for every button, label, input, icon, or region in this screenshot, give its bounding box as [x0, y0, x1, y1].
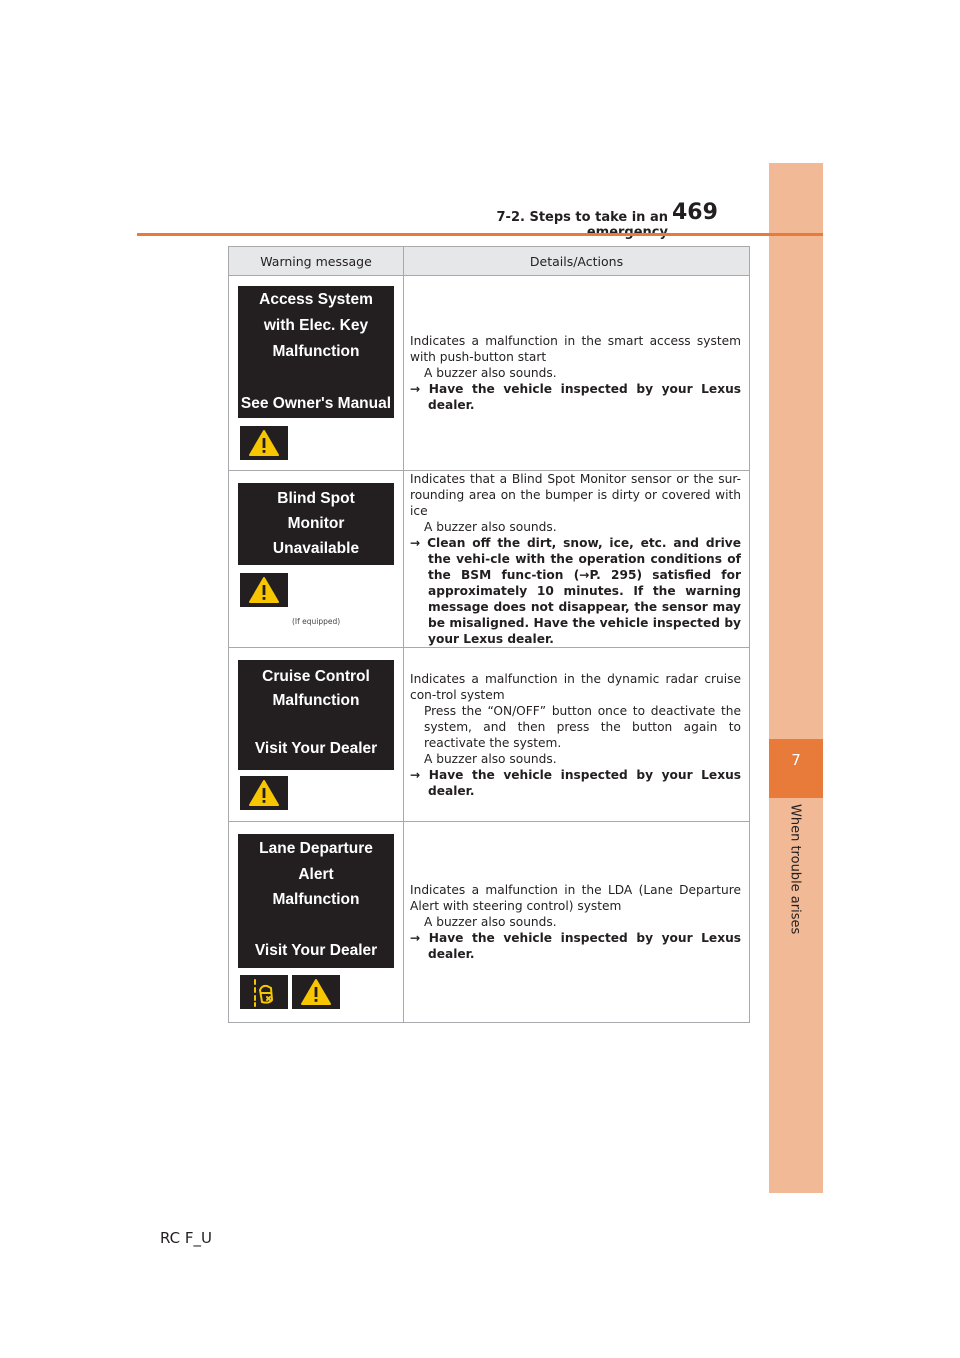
table-header-row — [229, 247, 750, 276]
screen-line: Lane Departure — [259, 840, 373, 857]
warning-triangle-icon — [240, 426, 288, 460]
details-cell — [404, 276, 750, 471]
arrow-icon: → — [410, 767, 421, 782]
warning-triangle-icon — [240, 573, 288, 607]
chapter-label-text: When trouble arises — [787, 804, 803, 935]
details-action — [410, 381, 741, 413]
screen-line: Cruise Control — [262, 668, 370, 685]
screen-line: Malfunction — [272, 692, 360, 709]
arrow-icon: → — [410, 931, 421, 945]
chapter-label — [770, 804, 820, 964]
arrow-icon: → — [410, 382, 421, 396]
col-header-warning: Warning message — [229, 247, 404, 276]
screen-line: Visit Your Dealer — [254, 942, 378, 959]
page-number: 469 — [672, 200, 718, 225]
screen-line: Monitor — [287, 515, 345, 532]
details-description: Indicates a malfunction in the LDA (Lane Departure Alert with steering control) system — [410, 883, 741, 913]
action-text: Have the vehicle inspected by your Lexus dealer. — [428, 767, 741, 798]
action-text: Have the vehicle inspected by your Lexus dealer. — [428, 382, 741, 412]
screen-line: with Elec. Key — [263, 317, 369, 334]
table-row — [229, 471, 750, 648]
chapter-number: 7 — [791, 751, 801, 769]
warning-image-cell — [229, 822, 404, 1023]
details-cell — [404, 648, 750, 822]
table-row — [229, 822, 750, 1023]
header-rule — [137, 233, 823, 236]
details-action — [410, 535, 741, 647]
details-cell — [404, 822, 750, 1023]
details-description: Indicates a malfunction in the smart access system with push-button start — [410, 334, 741, 364]
details-note: A buzzer also sounds. — [424, 751, 557, 766]
details-note: Press the “ON/OFF” button once to deactivate the system, and then press the button again to reactivate the system. — [424, 703, 741, 750]
details-note: A buzzer also sounds. — [424, 915, 557, 929]
warning-image-cell — [229, 648, 404, 822]
screen-line: Visit Your Dealer — [254, 740, 378, 757]
details-action — [410, 930, 741, 962]
details-cell — [404, 471, 750, 648]
action-text: Have the vehicle inspected by your Lexus dealer. — [428, 931, 741, 961]
lane-departure-icon — [240, 975, 288, 1009]
screen-line: Blind Spot — [277, 490, 355, 507]
display-screen — [238, 286, 394, 418]
if-equipped-note: (If equipped) — [292, 617, 341, 626]
screen-line: Malfunction — [272, 891, 360, 908]
section-title: 7-2. Steps to take in an — [496, 210, 668, 225]
arrow-icon: → — [410, 536, 421, 550]
screen-line: Malfunction — [272, 343, 360, 360]
screen-line: See Owner's Manual — [240, 395, 392, 412]
screen-line: Alert — [298, 865, 334, 883]
screen-line — [238, 365, 394, 391]
display-screen — [238, 834, 394, 968]
details-note: A buzzer also sounds. — [424, 520, 557, 534]
col-header-details: Details/Actions — [404, 247, 750, 276]
screen-line — [238, 913, 394, 939]
action-text: Clean off the dirt, snow, ice, etc. and drive the vehi-cle with the operation conditions of the BSM func-tion (→P. 295) satisfied for approximately 10 minutes. If the warning message does not disappear, the sensor may be misaligned. Have the vehicle inspected by your Lexus dealer. — [427, 536, 741, 646]
chapter-tab — [769, 163, 823, 1193]
warning-triangle-icon — [240, 776, 288, 810]
warning-image-cell — [229, 276, 404, 471]
display-screen — [238, 660, 394, 770]
details-description: Indicates a malfunction in the dynamic radar cruise con-trol system — [410, 671, 741, 702]
display-screen — [238, 483, 394, 565]
details-action — [410, 767, 741, 799]
screen-line — [238, 713, 394, 737]
table-row — [229, 648, 750, 822]
warning-triangle-icon — [292, 975, 340, 1009]
screen-line: Access System — [259, 291, 373, 308]
table-row — [229, 276, 750, 471]
warning-image-cell — [229, 471, 404, 648]
footer-code: RC F_U — [160, 1229, 213, 1247]
details-description: Indicates that a Blind Spot Monitor sensor or the sur-rounding area on the bumper is dirty or covered with ice — [410, 472, 741, 518]
screen-line: Unavailable — [272, 540, 360, 557]
details-note: A buzzer also sounds. — [424, 366, 557, 380]
warning-table — [228, 246, 750, 1023]
